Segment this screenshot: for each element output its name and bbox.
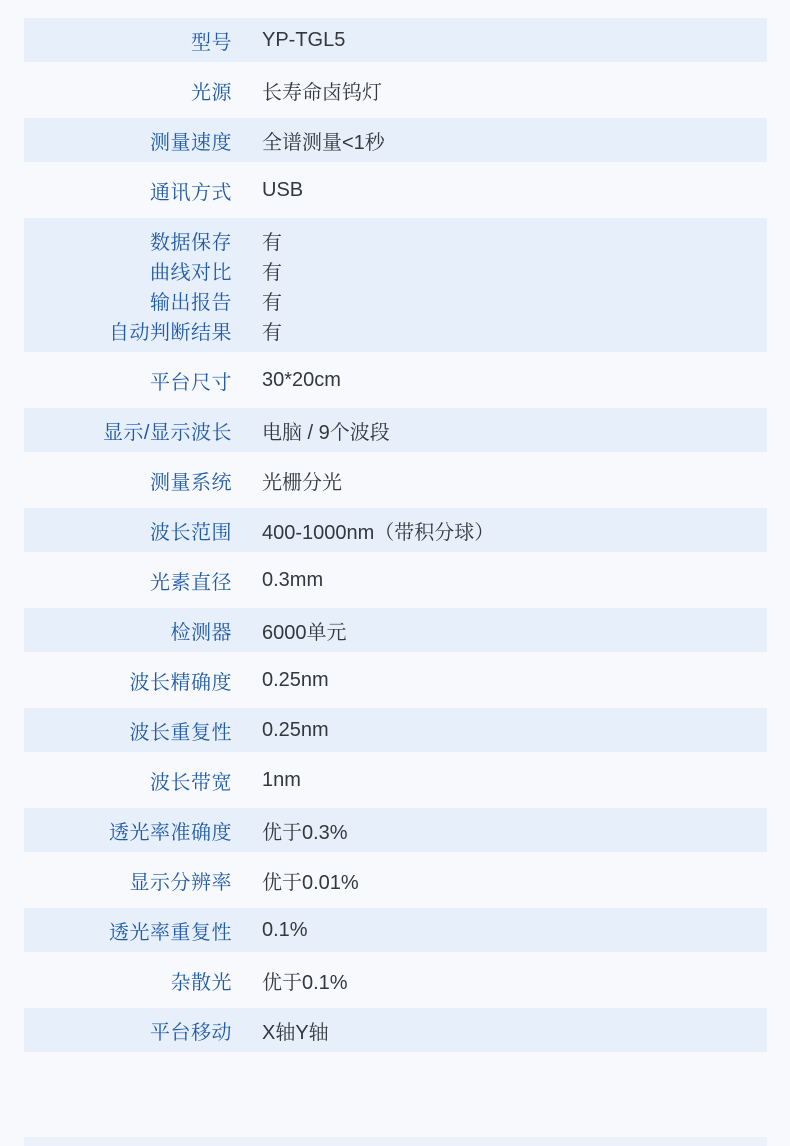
spec-value: 0.3mm (262, 568, 324, 591)
spec-row-platform-movement (24, 1005, 767, 1055)
spec-value: 有 (262, 231, 282, 254)
spec-value: 有 (262, 321, 282, 344)
spec-row-stray-light (24, 955, 767, 1005)
spec-row-light-source (24, 65, 767, 115)
spec-row-measure-system (24, 455, 767, 505)
spec-value: 长寿命卤钨灯 (262, 81, 382, 104)
spec-row-model (24, 15, 767, 65)
spec-row-transmittance-accuracy (24, 805, 767, 855)
spec-value: 0.1% (262, 918, 308, 941)
spec-label: 测量系统 (150, 471, 232, 494)
spec-row-transmittance-repeatability (24, 905, 767, 955)
spec-value: 0.25nm (262, 668, 329, 691)
spec-label: 波长带宽 (150, 771, 232, 794)
spec-label: 波长重复性 (129, 721, 232, 744)
spec-row-software-features (24, 215, 767, 355)
spec-label: 显示/显示波长 (102, 421, 232, 444)
spec-label: 杂散光 (170, 971, 232, 994)
spec-value: 电脑 / 9个波段 (262, 421, 390, 444)
spec-value: 有 (262, 291, 282, 314)
spec-label: 显示分辨率 (129, 871, 232, 894)
spec-value: 全谱测量<1秒 (262, 131, 385, 154)
spec-label: 曲线对比 (150, 261, 232, 284)
spec-value: YP-TGL5 (262, 28, 346, 51)
spec-row-wavelength-range (24, 505, 767, 555)
spec-label: 透光率重复性 (109, 921, 232, 944)
spec-value: 0.25nm (262, 718, 329, 741)
spec-row-wavelength-repeatability (24, 705, 767, 755)
spec-label: 数据保存 (150, 231, 232, 254)
spec-line-data-save (24, 225, 767, 255)
spec-row-display-wavelength (24, 405, 767, 455)
spec-row-spot-diameter (24, 555, 767, 605)
spec-row-wavelength-accuracy (24, 655, 767, 705)
spec-label: 输出报告 (150, 291, 232, 314)
spec-label: 光素直径 (150, 571, 232, 594)
spec-value: 优于0.3% (262, 821, 348, 844)
spec-value: 1nm (262, 768, 301, 791)
spec-value: 6000单元 (262, 621, 347, 644)
spec-label: 透光率准确度 (109, 821, 232, 844)
spec-line-report-output (24, 285, 767, 315)
spec-value: 30*20cm (262, 368, 341, 391)
spec-label: 波长范围 (150, 521, 232, 544)
spec-row-display-resolution (24, 855, 767, 905)
spec-label: 测量速度 (150, 131, 232, 154)
spec-label: 通讯方式 (150, 181, 232, 204)
spec-row-detector (24, 605, 767, 655)
spec-line-curve-compare (24, 255, 767, 285)
spec-label: 检测器 (170, 621, 232, 644)
spec-label: 波长精确度 (129, 671, 232, 694)
spec-row-platform-size (24, 355, 767, 405)
spec-label: 自动判断结果 (109, 321, 232, 344)
spec-row-communication (24, 165, 767, 215)
spec-value: 有 (262, 261, 282, 284)
spec-label: 平台移动 (150, 1021, 232, 1044)
spec-row-bandwidth (24, 755, 767, 805)
spec-label: 型号 (191, 31, 232, 54)
spec-line-auto-judge (24, 315, 767, 345)
spec-value: 优于0.1% (262, 971, 348, 994)
spec-label: 平台尺寸 (150, 371, 232, 394)
spec-row-measure-speed (24, 115, 767, 165)
spec-value: X轴Y轴 (262, 1021, 329, 1044)
spec-value: 400-1000nm（带积分球） (262, 521, 495, 544)
next-section-strip (24, 1137, 767, 1146)
spec-value: 光栅分光 (262, 471, 342, 494)
spec-value: 优于0.01% (262, 871, 359, 894)
spec-value: USB (262, 178, 304, 201)
spec-label: 光源 (191, 81, 232, 104)
